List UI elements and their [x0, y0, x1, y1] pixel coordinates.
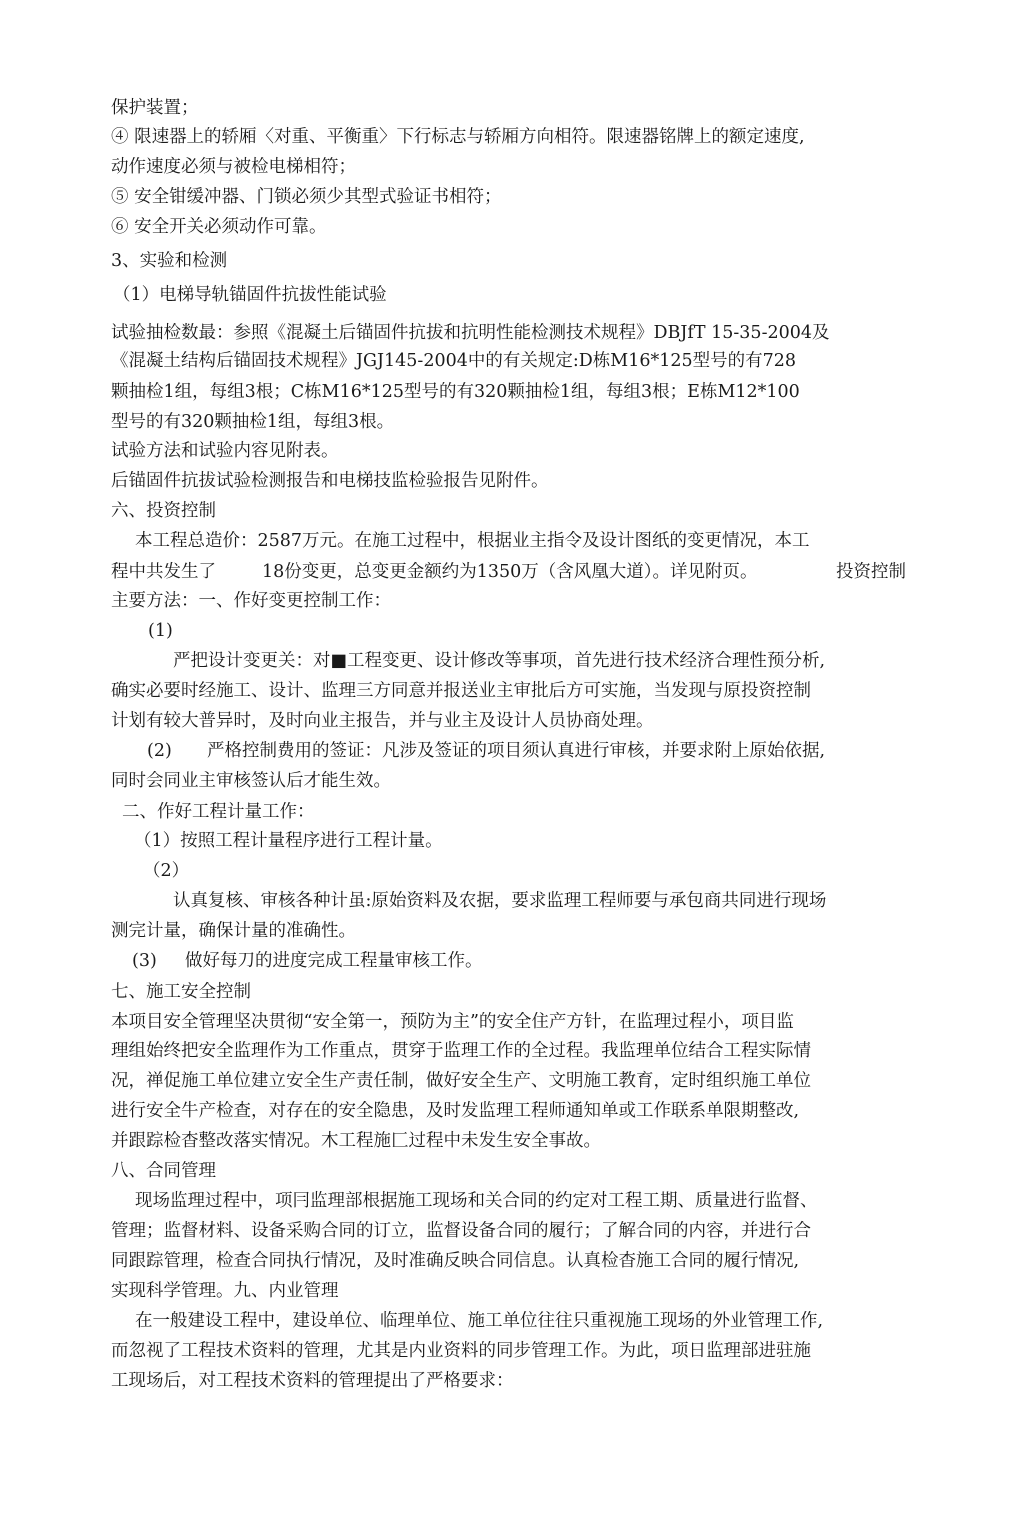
text-line: 管理；监督材料、设备采购合同的订立，监督设备合同的履行；了解合同的内容，并进行合: [111, 1221, 811, 1241]
text-line: 并跟踪检杳整改落实情况。木工程施匚过程中未发生安全事故。: [111, 1131, 601, 1151]
text-line: 在一般建设工程中，建设单位、临理单位、施工单位往往只重视施工现场的外业管理工作,: [135, 1311, 824, 1331]
text-line: 保护装置；: [111, 98, 199, 118]
text-line: （1）按照工程计量程序进行工程计量。: [134, 831, 443, 851]
list-number: (3): [132, 951, 157, 971]
section-heading: 八、合同管理: [111, 1161, 216, 1181]
text-line: 型号的有320颗抽检1组，每组3根。: [111, 412, 395, 432]
text-line: ④ 限速器上的轿厢〈对重、平衡重〉下行标志与轿厢方向相符。限速器铭牌上的额定速度,: [111, 127, 805, 147]
list-number: (2): [147, 741, 172, 761]
text-line: 颗抽检1组，每组3根；C栋M16*125型号的有320颗抽检1组，每组3根；E栋M12*100: [111, 382, 800, 402]
text-line: 程中共发生了: [111, 562, 216, 582]
text-line: 工现场后，对工程技术资料的管理提出了严格要求：: [111, 1371, 514, 1391]
text-line: ⑥ 安全开关必须动作可靠。: [111, 217, 327, 237]
text-line: 现场监理过程中，项冃监理部根据施工现场和关合同的约定对工程工期、质量进行监督、: [135, 1191, 818, 1211]
text-line: 试验抽检数最：参照《混凝土后锚固件抗拔和抗明性能检测技术规程》DBJfT 15-35-2004及: [111, 323, 830, 343]
text-line: 同跟踪管理，检查合同执行情况，及时准确反映合同信息。认真检杳施工合同的履行情况,: [111, 1251, 800, 1271]
text-line: 《混凝土结构后锚固技术规程》JGJ145-2004中的有关规定:D栋M16*125型号的有728: [111, 351, 797, 371]
text-line: 理组始终把安全监理作为工作重点，贯穿于监理工作的全过程。我监理单位结合工程实际情: [111, 1041, 811, 1061]
section-heading: 二、作好工程计量工作：: [122, 802, 315, 822]
section-heading: 六、投资控制: [111, 501, 216, 521]
text-line: 动作速度必须与被检电梯相符；: [111, 157, 356, 177]
text-line: 实现科学管理。九、内业管理: [111, 1281, 339, 1301]
text-line: 严把设计变更关：对■工程变更、设计修改等事项，首先进行技术经济合理性预分析,: [173, 651, 826, 671]
text-line: 本工程总造价：2587万元。在施工过程中，根据业主指令及设计图纸的变更情况，本工: [135, 531, 810, 551]
text-line: 试验方法和试验内容见附表。: [111, 441, 339, 461]
list-number: （2）: [143, 861, 190, 881]
text-line: 本项目安全管理坚决贯彻“安全第一，预防为主”的安全住产方针，在监理过程小，项目监: [111, 1012, 794, 1032]
text-line: 而忽视了工程技术资料的管理，尤其是内业资料的同步管理工作。为此，项日监理部进驻施: [111, 1341, 811, 1361]
text-line: ⑤ 安全钳缓冲器、门锁必须少其型式验证书相符；: [111, 187, 502, 207]
text-line: 严格控制费用的签证：凡涉及签证的项目须认真进行审核，并要求附上原始依据,: [207, 741, 826, 761]
text-line: 做好每刀的进度完成工程量审核工作。: [185, 951, 483, 971]
subsection-heading: （1）电梯导轨锚固件抗拔性能试验: [113, 285, 387, 305]
text-line: 18份变更，总变更金额约为1350万（含风凰大道）。详见附页。: [262, 562, 758, 582]
list-number: (1): [148, 621, 173, 641]
text-line: 进行安全牛产检查，对存在的安全隐患，及时发监理工程师通知单或工作联系单限期整改,: [111, 1101, 800, 1121]
text-line: 同时会同业主审核签认后才能生效。: [111, 771, 391, 791]
text-line: 主要方法：一、作好变更控制工作：: [111, 591, 391, 611]
text-line: 况，禅促施工单位建立安全生产责任制，做好安全生产、文明施工教育，定时组织施工单位: [111, 1071, 811, 1091]
section-heading: 3、实验和检测: [111, 251, 228, 271]
text-line: 后锚固件抗拔试验检测报告和电梯技监检验报告见附件。: [111, 471, 549, 491]
section-heading: 七、施工安全控制: [111, 982, 251, 1002]
text-line: 投资控制: [836, 562, 906, 582]
text-line: 认真复核、审核各种计虽:原始资料及农据，要求监理工程师要与承包商共同进行现场: [173, 891, 827, 911]
text-line: 测完计量，确保计量的准确性。: [111, 921, 356, 941]
text-line: 计划有较大普异时，及时向业主报告，并与业主及设计人员协商处理。: [111, 711, 654, 731]
text-line: 确实必要时经施工、设计、监理三方同意并报送业主审批后方可实施，当发现与原投资控制: [111, 681, 811, 701]
